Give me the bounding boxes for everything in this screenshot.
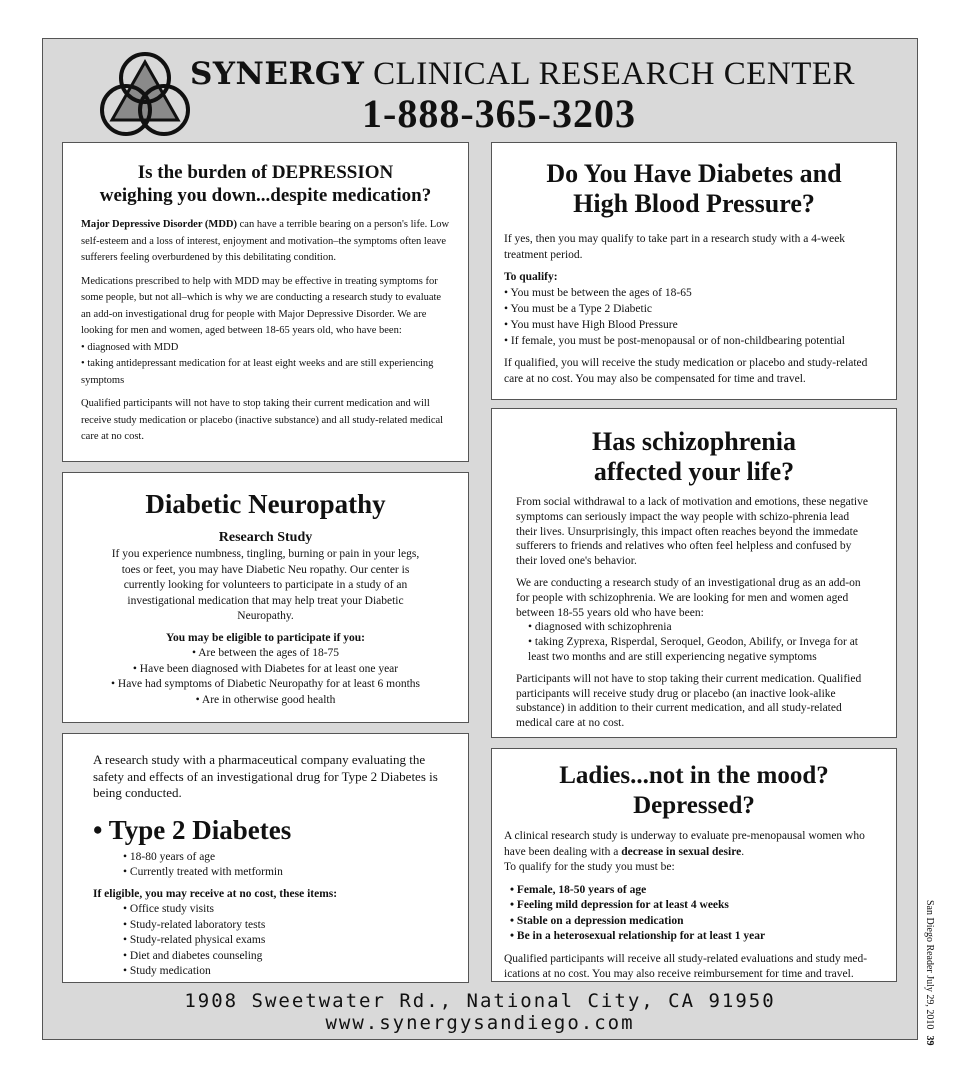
diabetes-bp-title-line1: Do You Have Diabetes and: [546, 159, 842, 188]
depression-paragraph-1: [81, 217, 450, 267]
schizophrenia-box: [491, 408, 897, 738]
qualify-label: To qualify:: [504, 271, 558, 283]
ladies-outro: Qualified participants will receive all study-related evaluations and study med-ications at no cost. You may also receive reimbursement for time and travel.: [504, 952, 868, 980]
publication-note: [924, 900, 935, 1046]
list-item: • Feeling mild depression for at least 4 weeks: [510, 898, 884, 914]
depression-paragraph-2: Medications prescribed to help with MDD may be effective in treating symptoms for some people, but not all–which is why we are conducting a research study to evaluate an add-on investigational drug for people with Major Depressive Disorder. We are looking for men and women, aged between 18-65 years old, who have been:: [81, 275, 442, 336]
brand-rest: CLINICAL RESEARCH CENTER: [373, 56, 856, 92]
list-item: • Female, 18-50 years of age: [510, 883, 884, 899]
depression-box: [62, 142, 469, 462]
list-item: • Study-related laboratory tests: [123, 918, 438, 934]
list-item: • You must have High Blood Pressure: [504, 317, 884, 333]
neuropathy-criteria-list: [73, 646, 458, 708]
neuropathy-subtitle: Research Study: [218, 530, 313, 545]
diabetes-bp-box: [491, 142, 897, 400]
ladies-qualify: To qualify for the study you must be:: [504, 861, 675, 873]
type2-diabetes-box: [62, 733, 469, 983]
depression-paragraph-3: Qualified participants will not have to stop taking their current medication and will receive study medication or placebo (inactive substance) and all study-related medical care at no cost.: [81, 398, 444, 442]
address: 1908 Sweetwater Rd., National City, CA 91950: [184, 990, 776, 1012]
ladies-intro: [504, 829, 884, 860]
brand-name: [190, 56, 890, 93]
phone-number[interactable]: 1-888-365-3203: [362, 91, 636, 136]
diabetes-bp-outro: If qualified, you will receive the study medication or placebo and study-related care at no cost. You may also be compensated for time and travel.: [504, 357, 868, 385]
depression-title-line1: Is the burden of DEPRESSION: [137, 162, 394, 183]
ladies-criteria-list: [504, 883, 884, 945]
type2-criteria-list: [93, 850, 438, 881]
schizophrenia-title-line2: affected your life?: [593, 457, 795, 486]
list-item: • Are between the ages of 18-75: [73, 646, 458, 662]
list-item: • Study medication: [123, 964, 438, 980]
ladies-title-line1: Ladies...not in the mood?: [559, 762, 829, 789]
neuropathy-box: [62, 472, 469, 723]
list-item: • Currently treated with metformin: [123, 865, 438, 881]
type2-eligible-label: [93, 887, 438, 903]
diabetes-bp-qualify-label: [504, 269, 884, 285]
type2-intro: A research study with a pharmaceutical company evaluating the safety and effects of an investigational drug for Type 2 Diabetes is being conducted.: [93, 752, 438, 800]
type2-title-text: Type 2 Diabetes: [108, 814, 292, 845]
list-item: • Have had symptoms of Diabetic Neuropathy for at least 6 months: [73, 677, 458, 693]
schizophrenia-criteria-list: [516, 620, 872, 664]
ladies-intro-end: .: [741, 845, 745, 858]
diabetes-bp-title: [504, 159, 884, 219]
ladies-intro-start: A clinical research study is underway to evaluate pre-menopausal women who have been dealing with a: [504, 830, 865, 858]
depression-criteria-list: [81, 340, 450, 390]
website-link[interactable]: www.synergysandiego.com: [325, 1012, 635, 1034]
schizophrenia-paragraph-3: Participants will not have to stop taking their current medication. Qualified participants will receive study drug or placebo (an inactive look-alike substance) in addition to their current medication, and all study-related medical care at no cost.: [516, 672, 862, 730]
neuropathy-title: Diabetic Neuropathy: [145, 489, 386, 519]
ladies-box: [491, 748, 897, 982]
depression-title-line2: weighing you down...despite medication?: [99, 185, 432, 206]
schizophrenia-title: [516, 427, 872, 487]
list-item: • Diet and diabetes counseling: [123, 949, 438, 965]
schizophrenia-title-line1: Has schizophrenia: [592, 427, 796, 456]
list-item: • diagnosed with schizophrenia: [528, 620, 872, 635]
list-item: • Have been diagnosed with Diabetes for at least one year: [73, 662, 458, 678]
list-item: • You must be a Type 2 Diabetic: [504, 301, 884, 317]
list-item: • Are in otherwise good health: [73, 693, 458, 709]
list-item: • 18-80 years of age: [123, 850, 438, 866]
page-number: 39: [924, 1035, 935, 1046]
diabetes-bp-title-line2: High Blood Pressure?: [573, 189, 815, 218]
mdd-term: Major Depressive Disorder (MDD): [81, 219, 238, 230]
list-item: • If female, you must be post-menopausal or of non-childbearing potential: [504, 333, 884, 349]
depression-title: [81, 161, 450, 207]
type2-title: • Type 2 Diabetes: [93, 814, 292, 845]
ladies-title: [504, 761, 884, 821]
ladies-title-line2: Depressed?: [633, 792, 755, 819]
diabetes-bp-intro: If yes, then you may qualify to take part in a research study with a 4-week treatment period.: [504, 233, 846, 261]
type2-benefits-list: [93, 902, 438, 980]
neuropathy-body: If you experience numbness, tingling, burning or pain in your legs, toes or feet, you may have Diabetic Neu ropathy. Our center is currently looking for volunteers to participate in a study of an investigational medication that may help treat your Diabetic Neuropathy.: [111, 548, 420, 622]
publication-text: San Diego Reader July 29, 2010: [924, 900, 935, 1030]
list-item: • Study-related physical exams: [123, 933, 438, 949]
depression-p1-text: can have a terrible bearing on a person's life. Low self-esteem and a loss of interest, enjoyment and motivation–the symptoms often leave sufferers feeling overburdened by this debilitating condition.: [81, 219, 450, 263]
list-item: • taking Zyprexa, Risperdal, Seroquel, Geodon, Abilify, or Invega for at least two months and are still experiencing negative symptoms: [528, 635, 872, 665]
neuropathy-eligible-label: [73, 631, 458, 647]
list-item: • taking antidepressant medication for at least eight weeks and are still experiencing symptoms: [81, 356, 450, 389]
brand-bold: SYNERGY: [190, 56, 365, 92]
list-item: • Be in a heterosexual relationship for at least 1 year: [510, 929, 884, 945]
eligible-label: If eligible, you may receive at no cost, these items:: [93, 887, 338, 900]
list-item: • Office study visits: [123, 902, 438, 918]
list-item: • diagnosed with MDD: [81, 340, 450, 357]
eligible-label: You may be eligible to participate if you:: [166, 631, 365, 644]
schizophrenia-paragraph-2: We are conducting a research study of an investigational drug as an add-on for people with schizophrenia. We are looking for men and women aged between 18-55 years old who have been:: [516, 576, 861, 619]
synergy-logo: [98, 48, 192, 138]
list-item: • You must be between the ages of 18-65: [504, 285, 884, 301]
list-item: • Stable on a depression medication: [510, 914, 884, 930]
diabetes-bp-criteria-list: [504, 285, 884, 349]
ladies-intro-bold: decrease in sexual desire: [621, 845, 742, 858]
schizophrenia-paragraph-1: From social withdrawal to a lack of motivation and emotions, these negative symptoms can seriously impact the way people with schizo-phrenia lead their lives. Unsurprisingly, this impact often reaches beyond the immedate sufferers to friends and relatives who often feel helpless and confused by their loved one's behavior.: [516, 496, 868, 568]
